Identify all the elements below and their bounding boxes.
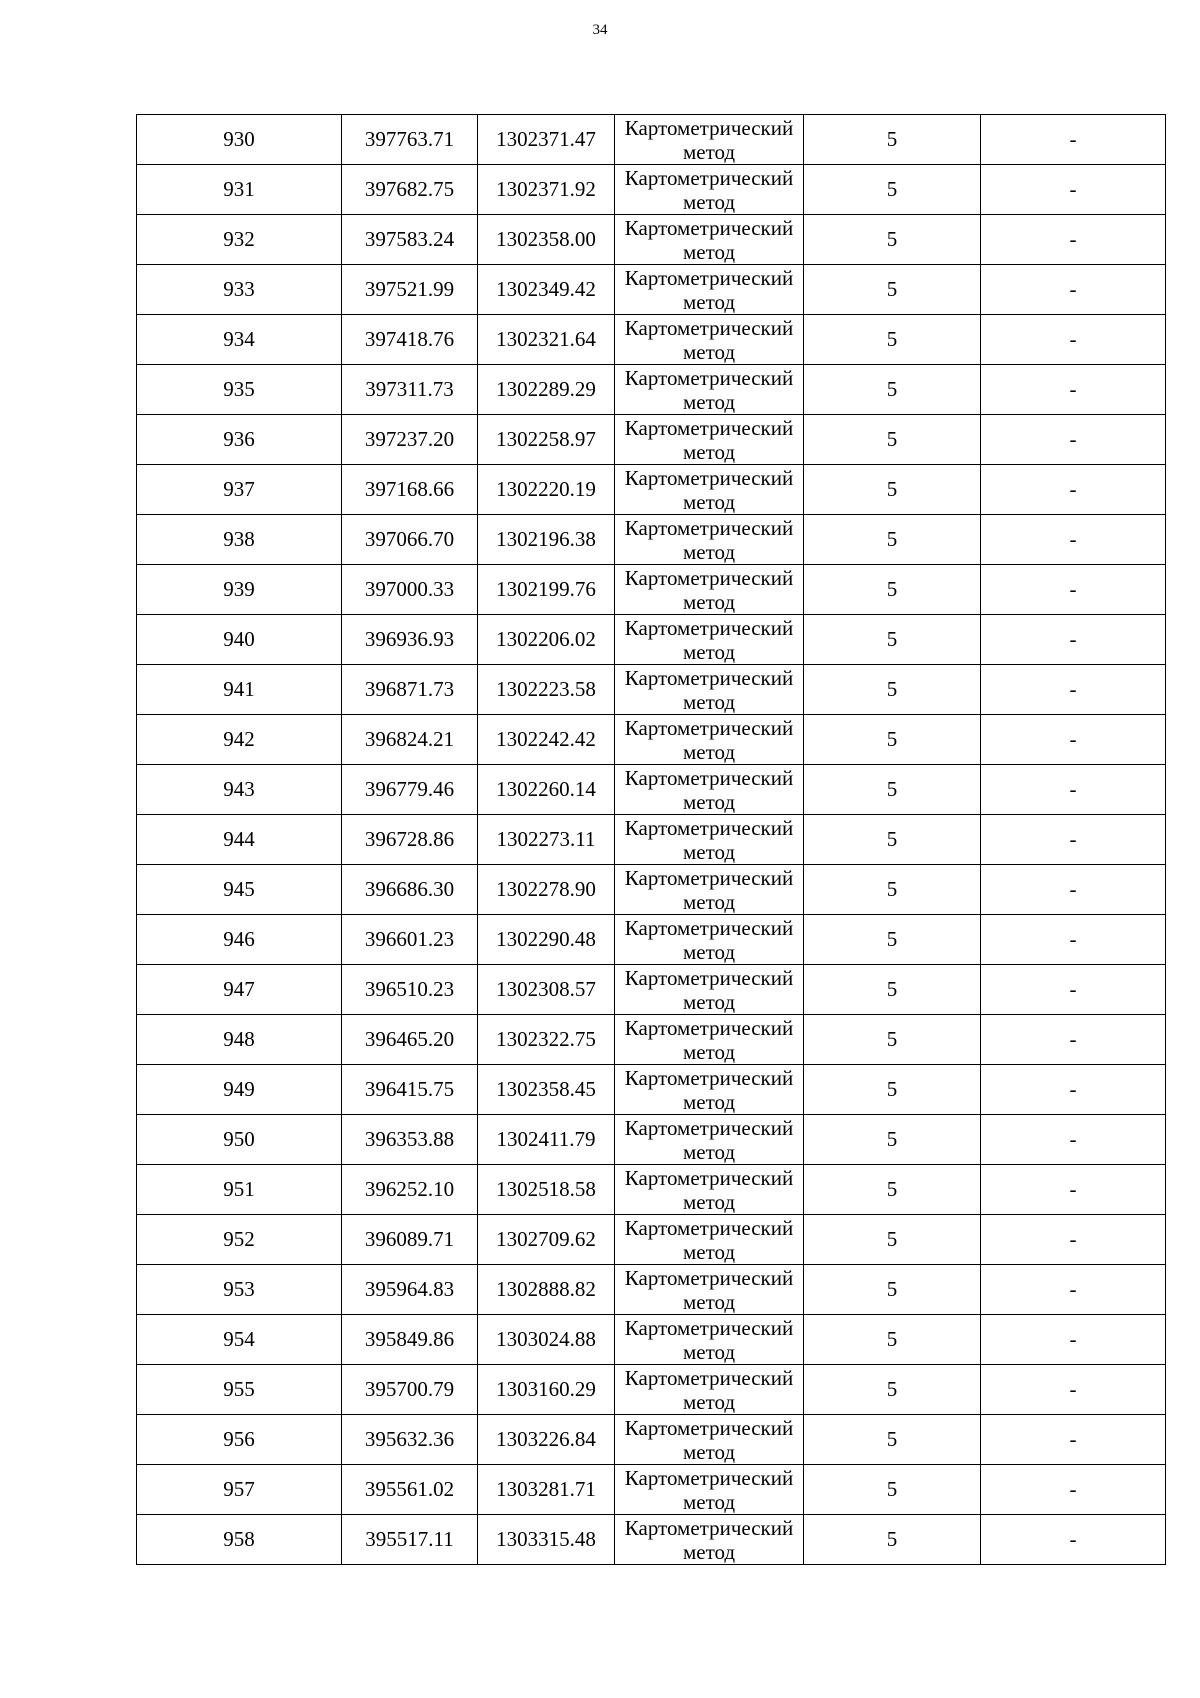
method-line-1: Картометрический bbox=[624, 765, 794, 790]
method-line-2: метод bbox=[682, 539, 736, 564]
point-number-cell: 950 bbox=[137, 1115, 342, 1165]
point-number-cell: 930 bbox=[137, 115, 342, 165]
method-line-1: Картометрический bbox=[624, 815, 794, 840]
x-coordinate-cell: 397682.75 bbox=[342, 165, 478, 215]
x-coordinate-cell: 396601.23 bbox=[342, 915, 478, 965]
note-cell: - bbox=[981, 1515, 1166, 1565]
point-number-cell: 934 bbox=[137, 315, 342, 365]
method-line-2: метод bbox=[682, 1289, 736, 1314]
x-coordinate-cell: 397000.33 bbox=[342, 565, 478, 615]
table-body bbox=[137, 115, 1166, 1565]
table-row bbox=[137, 465, 1166, 515]
x-coordinate-cell: 397168.66 bbox=[342, 465, 478, 515]
method-cell bbox=[615, 1115, 804, 1165]
method-line-1: Картометрический bbox=[624, 165, 794, 190]
y-coordinate-cell: 1302273.11 bbox=[478, 815, 615, 865]
point-number-cell: 958 bbox=[137, 1515, 342, 1565]
note-cell: - bbox=[981, 665, 1166, 715]
y-coordinate-cell: 1302349.42 bbox=[478, 265, 615, 315]
x-coordinate-cell: 397521.99 bbox=[342, 265, 478, 315]
note-cell: - bbox=[981, 1265, 1166, 1315]
x-coordinate-cell: 397583.24 bbox=[342, 215, 478, 265]
y-coordinate-cell: 1302371.92 bbox=[478, 165, 615, 215]
method-cell bbox=[615, 115, 804, 165]
method-cell bbox=[615, 1365, 804, 1415]
method-line-2: метод bbox=[682, 989, 736, 1014]
method-line-2: метод bbox=[682, 289, 736, 314]
method-line-2: метод bbox=[682, 639, 736, 664]
method-line-1: Картометрический bbox=[624, 265, 794, 290]
method-cell bbox=[615, 965, 804, 1015]
method-line-1: Картометрический bbox=[624, 865, 794, 890]
y-coordinate-cell: 1303024.88 bbox=[478, 1315, 615, 1365]
point-number-cell: 941 bbox=[137, 665, 342, 715]
point-number-cell: 953 bbox=[137, 1265, 342, 1315]
y-coordinate-cell: 1303160.29 bbox=[478, 1365, 615, 1415]
method-cell bbox=[615, 465, 804, 515]
method-line-1: Картометрический bbox=[624, 615, 794, 640]
point-number-cell: 931 bbox=[137, 165, 342, 215]
x-coordinate-cell: 397237.20 bbox=[342, 415, 478, 465]
table-row bbox=[137, 1365, 1166, 1415]
method-line-2: метод bbox=[682, 839, 736, 864]
method-line-2: метод bbox=[682, 239, 736, 264]
method-line-2: метод bbox=[682, 1389, 736, 1414]
x-coordinate-cell: 395517.11 bbox=[342, 1515, 478, 1565]
table-row bbox=[137, 115, 1166, 165]
table-row bbox=[137, 915, 1166, 965]
method-line-2: метод bbox=[682, 1089, 736, 1114]
point-number-cell: 945 bbox=[137, 865, 342, 915]
point-number-cell: 955 bbox=[137, 1365, 342, 1415]
method-line-1: Картометрический bbox=[624, 1265, 794, 1290]
point-number-cell: 939 bbox=[137, 565, 342, 615]
method-line-1: Картометрический bbox=[624, 365, 794, 390]
x-coordinate-cell: 395561.02 bbox=[342, 1465, 478, 1515]
x-coordinate-cell: 396779.46 bbox=[342, 765, 478, 815]
note-cell: - bbox=[981, 165, 1166, 215]
point-number-cell: 957 bbox=[137, 1465, 342, 1515]
method-line-1: Картометрический bbox=[624, 115, 794, 140]
method-line-1: Картометрический bbox=[624, 415, 794, 440]
note-cell: - bbox=[981, 865, 1166, 915]
table-row bbox=[137, 265, 1166, 315]
note-cell: - bbox=[981, 915, 1166, 965]
table-row bbox=[137, 765, 1166, 815]
accuracy-cell: 5 bbox=[804, 415, 981, 465]
accuracy-cell: 5 bbox=[804, 1165, 981, 1215]
table-row bbox=[137, 165, 1166, 215]
method-line-1: Картометрический bbox=[624, 315, 794, 340]
note-cell: - bbox=[981, 615, 1166, 665]
method-line-1: Картометрический bbox=[624, 515, 794, 540]
method-line-2: метод bbox=[682, 439, 736, 464]
coordinates-table bbox=[136, 114, 1166, 1565]
method-cell bbox=[615, 365, 804, 415]
note-cell: - bbox=[981, 115, 1166, 165]
accuracy-cell: 5 bbox=[804, 1015, 981, 1065]
x-coordinate-cell: 395700.79 bbox=[342, 1365, 478, 1415]
x-coordinate-cell: 397066.70 bbox=[342, 515, 478, 565]
y-coordinate-cell: 1302199.76 bbox=[478, 565, 615, 615]
method-cell bbox=[615, 515, 804, 565]
x-coordinate-cell: 397311.73 bbox=[342, 365, 478, 415]
x-coordinate-cell: 396252.10 bbox=[342, 1165, 478, 1215]
point-number-cell: 949 bbox=[137, 1065, 342, 1115]
note-cell: - bbox=[981, 815, 1166, 865]
method-cell bbox=[615, 215, 804, 265]
table-row bbox=[137, 215, 1166, 265]
x-coordinate-cell: 397763.71 bbox=[342, 115, 478, 165]
method-line-1: Картометрический bbox=[624, 665, 794, 690]
accuracy-cell: 5 bbox=[804, 665, 981, 715]
y-coordinate-cell: 1302289.29 bbox=[478, 365, 615, 415]
accuracy-cell: 5 bbox=[804, 915, 981, 965]
table-row bbox=[137, 365, 1166, 415]
table-row bbox=[137, 1265, 1166, 1315]
method-line-2: метод bbox=[682, 739, 736, 764]
note-cell: - bbox=[981, 1065, 1166, 1115]
y-coordinate-cell: 1302371.47 bbox=[478, 115, 615, 165]
method-cell bbox=[615, 265, 804, 315]
y-coordinate-cell: 1302518.58 bbox=[478, 1165, 615, 1215]
table-row bbox=[137, 1165, 1166, 1215]
point-number-cell: 943 bbox=[137, 765, 342, 815]
x-coordinate-cell: 396465.20 bbox=[342, 1015, 478, 1065]
method-line-1: Картометрический bbox=[624, 1515, 794, 1540]
y-coordinate-cell: 1303315.48 bbox=[478, 1515, 615, 1565]
y-coordinate-cell: 1302196.38 bbox=[478, 515, 615, 565]
accuracy-cell: 5 bbox=[804, 465, 981, 515]
note-cell: - bbox=[981, 1365, 1166, 1415]
table-row bbox=[137, 715, 1166, 765]
method-line-2: метод bbox=[682, 1039, 736, 1064]
y-coordinate-cell: 1303226.84 bbox=[478, 1415, 615, 1465]
y-coordinate-cell: 1302358.45 bbox=[478, 1065, 615, 1115]
method-line-2: метод bbox=[682, 1189, 736, 1214]
method-line-1: Картометрический bbox=[624, 565, 794, 590]
method-cell bbox=[615, 665, 804, 715]
accuracy-cell: 5 bbox=[804, 1365, 981, 1415]
method-cell bbox=[615, 1315, 804, 1365]
x-coordinate-cell: 396089.71 bbox=[342, 1215, 478, 1265]
method-line-1: Картометрический bbox=[624, 1015, 794, 1040]
point-number-cell: 935 bbox=[137, 365, 342, 415]
method-cell bbox=[615, 1165, 804, 1215]
table-row bbox=[137, 1065, 1166, 1115]
accuracy-cell: 5 bbox=[804, 1065, 981, 1115]
accuracy-cell: 5 bbox=[804, 315, 981, 365]
accuracy-cell: 5 bbox=[804, 1515, 981, 1565]
y-coordinate-cell: 1302321.64 bbox=[478, 315, 615, 365]
method-cell bbox=[615, 815, 804, 865]
method-line-2: метод bbox=[682, 889, 736, 914]
note-cell: - bbox=[981, 965, 1166, 1015]
accuracy-cell: 5 bbox=[804, 815, 981, 865]
table-row bbox=[137, 565, 1166, 615]
method-line-1: Картометрический bbox=[624, 1315, 794, 1340]
table-row bbox=[137, 1465, 1166, 1515]
method-line-1: Картометрический bbox=[624, 715, 794, 740]
method-line-1: Картометрический bbox=[624, 1415, 794, 1440]
accuracy-cell: 5 bbox=[804, 965, 981, 1015]
accuracy-cell: 5 bbox=[804, 1265, 981, 1315]
method-line-1: Картометрический bbox=[624, 465, 794, 490]
point-number-cell: 942 bbox=[137, 715, 342, 765]
note-cell: - bbox=[981, 1115, 1166, 1165]
method-cell bbox=[615, 865, 804, 915]
method-cell bbox=[615, 315, 804, 365]
y-coordinate-cell: 1302888.82 bbox=[478, 1265, 615, 1315]
point-number-cell: 952 bbox=[137, 1215, 342, 1265]
point-number-cell: 933 bbox=[137, 265, 342, 315]
x-coordinate-cell: 396510.23 bbox=[342, 965, 478, 1015]
point-number-cell: 944 bbox=[137, 815, 342, 865]
method-line-1: Картометрический bbox=[624, 965, 794, 990]
method-cell bbox=[615, 715, 804, 765]
note-cell: - bbox=[981, 1465, 1166, 1515]
x-coordinate-cell: 396871.73 bbox=[342, 665, 478, 715]
method-line-2: метод bbox=[682, 1139, 736, 1164]
method-line-2: метод bbox=[682, 1239, 736, 1264]
accuracy-cell: 5 bbox=[804, 1215, 981, 1265]
accuracy-cell: 5 bbox=[804, 1465, 981, 1515]
method-line-1: Картометрический bbox=[624, 1465, 794, 1490]
y-coordinate-cell: 1302358.00 bbox=[478, 215, 615, 265]
table-row bbox=[137, 1315, 1166, 1365]
method-line-2: метод bbox=[682, 1489, 736, 1514]
method-cell bbox=[615, 1065, 804, 1115]
y-coordinate-cell: 1302278.90 bbox=[478, 865, 615, 915]
note-cell: - bbox=[981, 465, 1166, 515]
x-coordinate-cell: 396353.88 bbox=[342, 1115, 478, 1165]
table-row bbox=[137, 315, 1166, 365]
x-coordinate-cell: 395964.83 bbox=[342, 1265, 478, 1315]
method-line-1: Картометрический bbox=[624, 215, 794, 240]
y-coordinate-cell: 1302308.57 bbox=[478, 965, 615, 1015]
table-row bbox=[137, 1015, 1166, 1065]
point-number-cell: 937 bbox=[137, 465, 342, 515]
table-row bbox=[137, 515, 1166, 565]
y-coordinate-cell: 1302258.97 bbox=[478, 415, 615, 465]
method-line-2: метод bbox=[682, 189, 736, 214]
y-coordinate-cell: 1302322.75 bbox=[478, 1015, 615, 1065]
accuracy-cell: 5 bbox=[804, 615, 981, 665]
table-row bbox=[137, 1415, 1166, 1465]
point-number-cell: 954 bbox=[137, 1315, 342, 1365]
y-coordinate-cell: 1302223.58 bbox=[478, 665, 615, 715]
note-cell: - bbox=[981, 1315, 1166, 1365]
note-cell: - bbox=[981, 365, 1166, 415]
accuracy-cell: 5 bbox=[804, 515, 981, 565]
note-cell: - bbox=[981, 515, 1166, 565]
method-line-1: Картометрический bbox=[624, 1115, 794, 1140]
method-line-1: Картометрический bbox=[624, 915, 794, 940]
table-row bbox=[137, 865, 1166, 915]
x-coordinate-cell: 396824.21 bbox=[342, 715, 478, 765]
accuracy-cell: 5 bbox=[804, 765, 981, 815]
note-cell: - bbox=[981, 765, 1166, 815]
note-cell: - bbox=[981, 215, 1166, 265]
accuracy-cell: 5 bbox=[804, 1115, 981, 1165]
method-line-2: метод bbox=[682, 1539, 736, 1564]
y-coordinate-cell: 1302206.02 bbox=[478, 615, 615, 665]
method-cell bbox=[615, 915, 804, 965]
accuracy-cell: 5 bbox=[804, 265, 981, 315]
table-row bbox=[137, 615, 1166, 665]
table-row bbox=[137, 665, 1166, 715]
method-cell bbox=[615, 415, 804, 465]
method-cell bbox=[615, 565, 804, 615]
y-coordinate-cell: 1302260.14 bbox=[478, 765, 615, 815]
x-coordinate-cell: 395849.86 bbox=[342, 1315, 478, 1365]
point-number-cell: 938 bbox=[137, 515, 342, 565]
method-cell bbox=[615, 765, 804, 815]
table-row bbox=[137, 1215, 1166, 1265]
accuracy-cell: 5 bbox=[804, 1415, 981, 1465]
accuracy-cell: 5 bbox=[804, 165, 981, 215]
table-row bbox=[137, 965, 1166, 1015]
method-cell bbox=[615, 1215, 804, 1265]
table-row bbox=[137, 415, 1166, 465]
y-coordinate-cell: 1302709.62 bbox=[478, 1215, 615, 1265]
method-line-2: метод bbox=[682, 389, 736, 414]
method-cell bbox=[615, 1415, 804, 1465]
method-line-2: метод bbox=[682, 689, 736, 714]
x-coordinate-cell: 396936.93 bbox=[342, 615, 478, 665]
method-cell bbox=[615, 615, 804, 665]
point-number-cell: 936 bbox=[137, 415, 342, 465]
accuracy-cell: 5 bbox=[804, 365, 981, 415]
method-line-2: метод bbox=[682, 489, 736, 514]
method-line-1: Картометрический bbox=[624, 1165, 794, 1190]
table-row bbox=[137, 815, 1166, 865]
method-line-2: метод bbox=[682, 1339, 736, 1364]
table-row bbox=[137, 1515, 1166, 1565]
point-number-cell: 947 bbox=[137, 965, 342, 1015]
y-coordinate-cell: 1302411.79 bbox=[478, 1115, 615, 1165]
method-line-2: метод bbox=[682, 139, 736, 164]
point-number-cell: 946 bbox=[137, 915, 342, 965]
accuracy-cell: 5 bbox=[804, 215, 981, 265]
note-cell: - bbox=[981, 415, 1166, 465]
x-coordinate-cell: 396728.86 bbox=[342, 815, 478, 865]
method-cell bbox=[615, 1515, 804, 1565]
y-coordinate-cell: 1303281.71 bbox=[478, 1465, 615, 1515]
method-cell bbox=[615, 1015, 804, 1065]
note-cell: - bbox=[981, 1165, 1166, 1215]
note-cell: - bbox=[981, 565, 1166, 615]
method-line-1: Картометрический bbox=[624, 1365, 794, 1390]
accuracy-cell: 5 bbox=[804, 715, 981, 765]
accuracy-cell: 5 bbox=[804, 1315, 981, 1365]
accuracy-cell: 5 bbox=[804, 565, 981, 615]
method-cell bbox=[615, 1265, 804, 1315]
method-line-2: метод bbox=[682, 939, 736, 964]
method-line-2: метод bbox=[682, 589, 736, 614]
y-coordinate-cell: 1302220.19 bbox=[478, 465, 615, 515]
method-line-2: метод bbox=[682, 1439, 736, 1464]
page-number: 34 bbox=[592, 22, 608, 38]
method-line-2: метод bbox=[682, 339, 736, 364]
x-coordinate-cell: 395632.36 bbox=[342, 1415, 478, 1465]
method-cell bbox=[615, 1465, 804, 1515]
note-cell: - bbox=[981, 1215, 1166, 1265]
point-number-cell: 951 bbox=[137, 1165, 342, 1215]
point-number-cell: 948 bbox=[137, 1015, 342, 1065]
point-number-cell: 932 bbox=[137, 215, 342, 265]
note-cell: - bbox=[981, 715, 1166, 765]
method-cell bbox=[615, 165, 804, 215]
y-coordinate-cell: 1302290.48 bbox=[478, 915, 615, 965]
x-coordinate-cell: 396686.30 bbox=[342, 865, 478, 915]
x-coordinate-cell: 397418.76 bbox=[342, 315, 478, 365]
note-cell: - bbox=[981, 265, 1166, 315]
table-row bbox=[137, 1115, 1166, 1165]
accuracy-cell: 5 bbox=[804, 115, 981, 165]
note-cell: - bbox=[981, 315, 1166, 365]
method-line-1: Картометрический bbox=[624, 1215, 794, 1240]
note-cell: - bbox=[981, 1415, 1166, 1465]
accuracy-cell: 5 bbox=[804, 865, 981, 915]
y-coordinate-cell: 1302242.42 bbox=[478, 715, 615, 765]
point-number-cell: 956 bbox=[137, 1415, 342, 1465]
method-line-2: метод bbox=[682, 789, 736, 814]
x-coordinate-cell: 396415.75 bbox=[342, 1065, 478, 1115]
point-number-cell: 940 bbox=[137, 615, 342, 665]
note-cell: - bbox=[981, 1015, 1166, 1065]
method-line-1: Картометрический bbox=[624, 1065, 794, 1090]
